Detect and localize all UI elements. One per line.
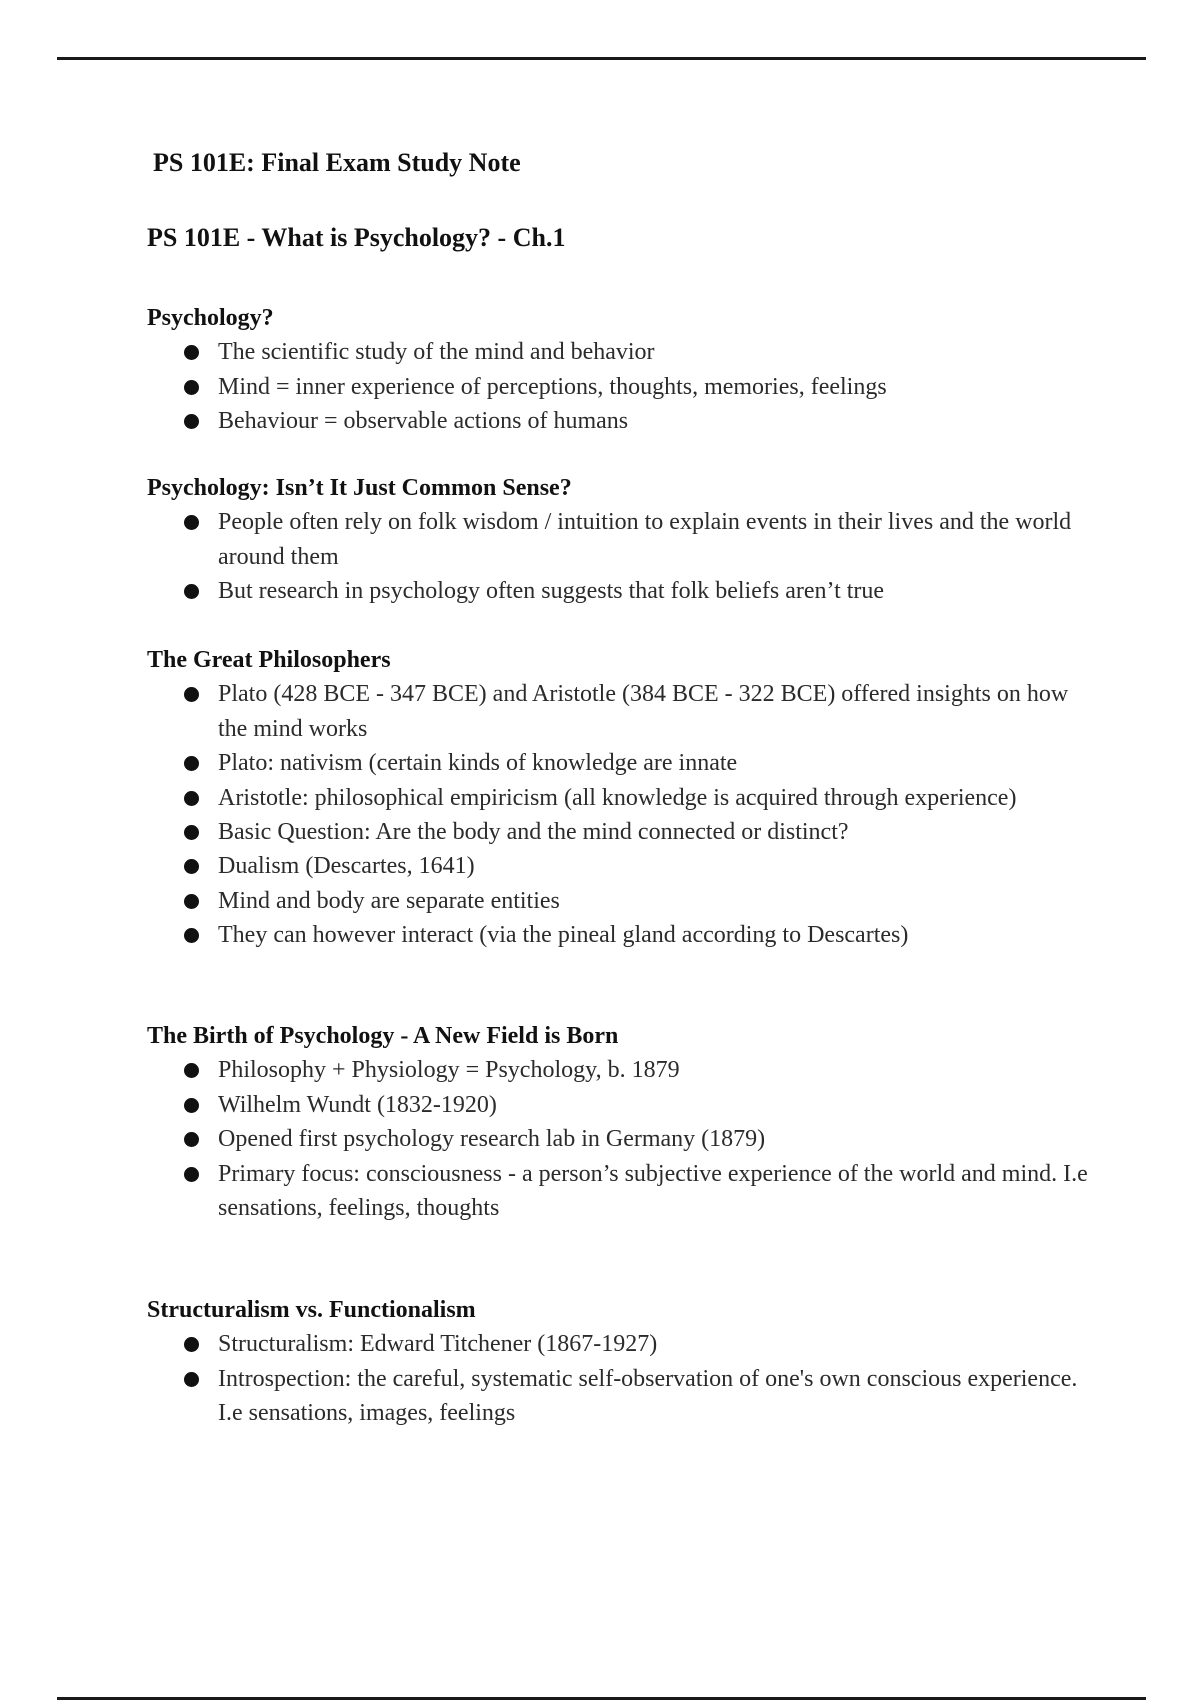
list-item-text: Structuralism: Edward Titchener (1867-1927) xyxy=(218,1331,658,1358)
section-heading: The Great Philosophers xyxy=(147,647,391,673)
bullet-list xyxy=(147,505,1097,608)
note-section xyxy=(147,1293,1097,1431)
bullet-icon xyxy=(184,380,199,395)
list-item xyxy=(147,1362,1097,1431)
top-rule xyxy=(57,57,1146,60)
bullet-icon xyxy=(184,1063,199,1078)
list-item xyxy=(147,1053,1097,1087)
bullet-icon xyxy=(184,515,199,530)
list-item xyxy=(147,918,1097,952)
list-item xyxy=(147,781,1097,815)
bullet-icon xyxy=(184,894,199,909)
list-item-text: Opened first psychology research lab in Germany (1879) xyxy=(218,1126,766,1153)
note-section xyxy=(147,643,1097,953)
list-item xyxy=(147,849,1097,883)
list-item-text: Introspection: the careful, systematic self-observation of one's own conscious experience. I.e sensations, images, feelings xyxy=(218,1365,1078,1427)
list-item-text: Philosophy + Physiology = Psychology, b. 1879 xyxy=(218,1057,680,1084)
bullet-icon xyxy=(184,414,199,429)
list-item-text: Mind = inner experience of perceptions, thoughts, memories, feelings xyxy=(218,373,887,400)
list-item xyxy=(147,884,1097,918)
section-heading: Structuralism vs. Functionalism xyxy=(147,1297,476,1323)
list-item xyxy=(147,335,1097,369)
list-item-text: Plato (428 BCE - 347 BCE) and Aristotle (384 BCE - 322 BCE) offered insights on how the mind works xyxy=(218,681,1069,742)
list-item-text: Behaviour = observable actions of humans xyxy=(218,408,629,435)
bullet-icon xyxy=(184,791,199,806)
bullet-icon xyxy=(184,1337,199,1352)
note-section xyxy=(147,471,1097,609)
bullet-icon xyxy=(184,584,199,599)
bullet-icon xyxy=(184,345,199,360)
list-item-text: Dualism (Descartes, 1641) xyxy=(218,853,475,880)
bullet-icon xyxy=(184,1372,199,1387)
list-item xyxy=(147,370,1097,404)
list-item-text: Primary focus: consciousness - a person’s subjective experience of the world and mind. I.e sensations, feelings, thoughts xyxy=(218,1160,1088,1222)
bullet-icon xyxy=(184,1167,199,1182)
bullet-icon xyxy=(184,1098,199,1113)
bullet-list xyxy=(147,677,1097,952)
list-item xyxy=(147,1157,1097,1226)
list-item-text: People often rely on folk wisdom / intuition to explain events in their lives and the world around them xyxy=(218,509,1072,570)
bullet-icon xyxy=(184,859,199,874)
list-item xyxy=(147,505,1097,574)
list-item xyxy=(147,574,1097,608)
list-item-text: The scientific study of the mind and behavior xyxy=(218,339,655,366)
chapter-heading: PS 101E - What is Psychology? - Ch.1 xyxy=(147,223,566,252)
list-item-text: But research in psychology often suggests that folk beliefs aren’t true xyxy=(218,578,885,605)
bullet-list xyxy=(147,335,1097,438)
bullet-icon xyxy=(184,825,199,840)
list-item-text: Wilhelm Wundt (1832-1920) xyxy=(218,1091,497,1118)
list-item xyxy=(147,404,1097,438)
document-title: PS 101E: Final Exam Study Note xyxy=(153,148,521,177)
list-item-text: Plato: nativism (certain kinds of knowledge are innate xyxy=(218,750,738,777)
section-heading: The Birth of Psychology - A New Field is Born xyxy=(147,1023,619,1049)
list-item xyxy=(147,1122,1097,1156)
list-item-text: Aristotle: philosophical empiricism (all knowledge is acquired through experience) xyxy=(218,784,1017,811)
list-item xyxy=(147,677,1097,746)
list-item-text: Basic Question: Are the body and the mind connected or distinct? xyxy=(218,819,849,846)
list-item xyxy=(147,815,1097,849)
section-heading: Psychology: Isn’t It Just Common Sense? xyxy=(147,475,572,501)
note-section xyxy=(147,1019,1097,1225)
bullet-icon xyxy=(184,928,199,943)
list-item xyxy=(147,746,1097,780)
list-item-text: They can however interact (via the pineal gland according to Descartes) xyxy=(218,922,909,949)
bullet-icon xyxy=(184,1132,199,1147)
list-item xyxy=(147,1088,1097,1122)
list-item xyxy=(147,1327,1097,1361)
bullet-list xyxy=(147,1053,1097,1225)
section-heading: Psychology? xyxy=(147,305,274,331)
note-section xyxy=(147,301,1097,439)
bullet-icon xyxy=(184,687,199,702)
bullet-list xyxy=(147,1327,1097,1430)
bullet-icon xyxy=(184,756,199,771)
list-item-text: Mind and body are separate entities xyxy=(218,887,560,914)
